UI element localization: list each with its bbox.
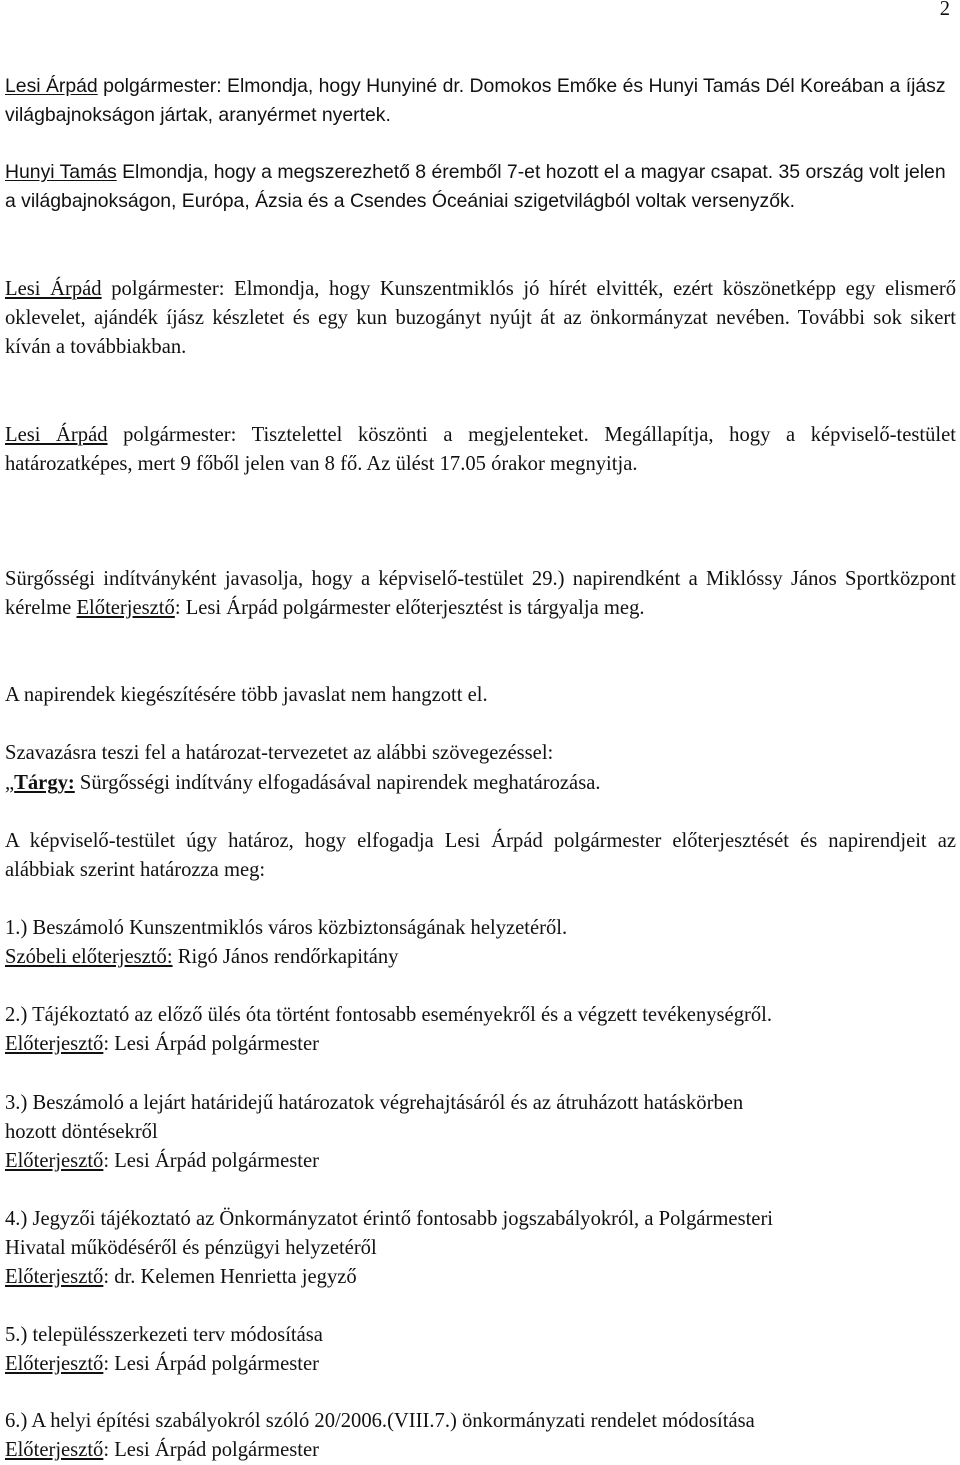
- presenter-label: Előterjesztő: [5, 1150, 104, 1172]
- speaker-name: Lesi Árpád: [5, 424, 108, 446]
- paragraph-text: Elmondja, hogy a megszerezhető 8 éremből 7-et hozott el a magyar csapat. 35 ország volt jelen a világbajnokságon, Európa, Ázsia és a Csendes Óceániai szigetvilágból voltak versenyzők.: [5, 161, 946, 212]
- paragraph-text: polgármester: Elmondja, hogy Kunszentmiklós jó hírét elvitték, ezért köszönetképp egy elismerő oklevelet, ajándék íjász készletet és egy kun buzogányt nyújt át az önkormányzat nevében. További sok sikert kíván a továbbiakban.: [5, 278, 956, 358]
- agenda-item-2-title: 2.) Tájékoztató az előző ülés óta történt fontosabb eseményekről és a végzett tevékenységről.: [5, 1004, 773, 1026]
- paragraph-text: A képviselő-testület úgy határoz, hogy elfogadja Lesi Árpád polgármester előterjesztését és napirendjeit az alábbiak szerint határozza meg:: [5, 830, 956, 881]
- speaker-name: Lesi Árpád: [5, 278, 102, 300]
- presenter-label: Előterjesztő: [76, 597, 175, 619]
- paragraph-2: [5, 158, 956, 216]
- presenter-label: Előterjesztő: [5, 1353, 104, 1375]
- agenda-item-2-presenter: Előterjesztő: Lesi Árpád polgármester: [5, 1033, 319, 1055]
- subject-label: Tárgy:: [14, 772, 75, 794]
- speaker-name: Hunyi Tamás: [5, 161, 117, 183]
- presenter-label: Előterjesztő: [5, 1266, 104, 1288]
- paragraph-text: polgármester: Tisztelettel köszönti a megjelenteket. Megállapítja, hogy a képviselő-testület határozatképes, mert 9 főből jelen van 8 fő. Az ülést 17.05 órakor megnyitja.: [5, 424, 956, 475]
- paragraph-6: A napirendek kiegészítésére több javaslat nem hangzott el.: [5, 684, 488, 706]
- presenter-label: Szóbeli előterjesztő:: [5, 946, 173, 968]
- paragraph-5: [5, 565, 956, 623]
- paragraph-text: Sürgősségi indítványként javasolja, hogy a képviselő-testület 29.) napirendként a Miklóssy János Sportközpont kérelme: [5, 568, 956, 619]
- agenda-item-4-presenter: Előterjesztő: dr. Kelemen Henrietta jegyző: [5, 1266, 357, 1288]
- agenda-item-3-presenter: Előterjesztő: Lesi Árpád polgármester: [5, 1150, 319, 1172]
- paragraph-text: : Lesi Árpád polgármester előterjesztést is tárgyalja meg.: [174, 597, 645, 619]
- agenda-item-5-title: 5.) településszerkezeti terv módosítása: [5, 1324, 323, 1346]
- paragraph-text: polgármester: Elmondja, hogy Hunyiné dr. Domokos Emőke és Hunyi Tamás Dél Koreában a íjász világbajnokságon jártak, aranyérmet nyertek.: [5, 75, 946, 126]
- paragraph-7: Szavazásra teszi fel a határozat-tervezetet az alábbi szövegezéssel:: [5, 742, 554, 764]
- presenter-label: Előterjesztő: [5, 1033, 104, 1055]
- paragraph-1: [5, 72, 956, 130]
- paragraph-8: [5, 827, 956, 885]
- paragraph-3: [5, 275, 956, 362]
- agenda-item-4-title: 4.) Jegyzői tájékoztató az Önkormányzatot érintő fontosabb jogszabályokról, a Polgármesteri: [5, 1208, 774, 1230]
- presenter-label: Előterjesztő: [5, 1439, 104, 1461]
- subject-text: Sürgősségi indítvány elfogadásával napirendek meghatározása.: [74, 772, 601, 794]
- agenda-item-1-title: 1.) Beszámoló Kunszentmiklós város közbiztonságának helyzetéről.: [5, 917, 568, 939]
- agenda-item-4-title-cont: Hivatal működéséről és pénzügyi helyzetéről: [5, 1237, 377, 1259]
- agenda-item-3-title: 3.) Beszámoló a lejárt határidejű határozatok végrehajtásáról és az átruházott hatáskörben: [5, 1092, 744, 1114]
- page-number: 2: [939, 0, 950, 20]
- agenda-item-5-presenter: Előterjesztő: Lesi Árpád polgármester: [5, 1353, 319, 1375]
- agenda-item-6-title: 6.) A helyi építési szabályokról szóló 20/2006.(VIII.7.) önkormányzati rendelet módosítása: [5, 1410, 755, 1432]
- subject-line: „Tárgy: Sürgősségi indítvány elfogadásával napirendek meghatározása.: [5, 772, 601, 794]
- speaker-name: Lesi Árpád: [5, 75, 98, 97]
- agenda-item-6-presenter: Előterjesztő: Lesi Árpád polgármester: [5, 1439, 319, 1461]
- paragraph-4: [5, 421, 956, 479]
- agenda-item-3-title-cont: hozott döntésekről: [5, 1121, 158, 1143]
- agenda-item-1-presenter: Szóbeli előterjesztő: Rigó János rendőrkapitány: [5, 946, 399, 968]
